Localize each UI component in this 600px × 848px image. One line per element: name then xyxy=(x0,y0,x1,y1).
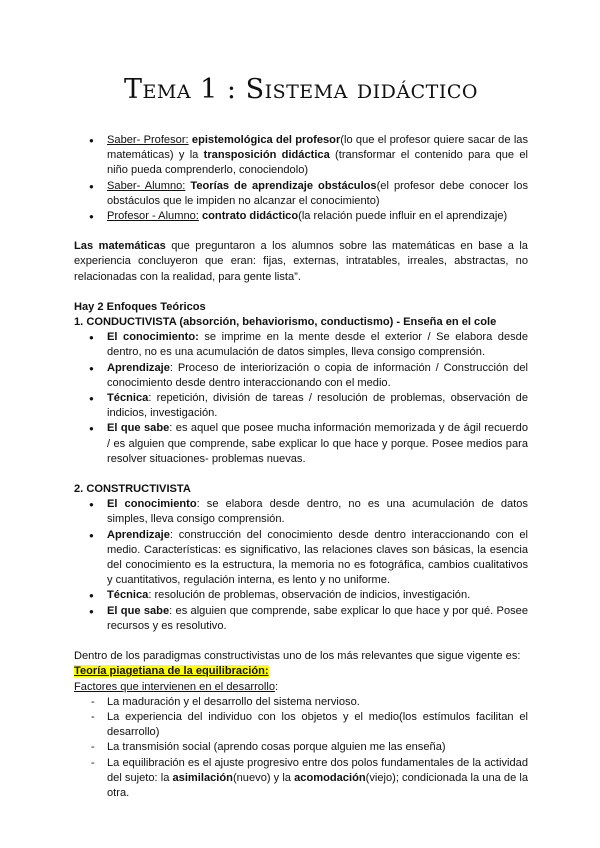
eq-bold: acomodación xyxy=(294,771,366,784)
term: Técnica xyxy=(107,392,149,405)
paradigm-sentence: Dentro de los paradigmas constructivistas uno de los más relevantes que sigue vigente es: xyxy=(74,650,521,663)
paragraph-text: que preguntaron a los alumnos sobre las matemáticas en base a la experiencia concluyeron que eran: fijas, externas, intratables, irreales, abstractas, no relacionadas con la realidad, para gente lista”. xyxy=(74,240,528,283)
list-item xyxy=(74,361,528,391)
term-text: : es aquel que posee mucha información memorizada y de ágil recuerdo / es alguien que comprende, sabe explicar lo que hace y porque. Posee medios para resolver situaciones- problemas nuevas. xyxy=(107,422,529,465)
list-item xyxy=(74,756,528,802)
bullet-text: (el profesor debe conocer los obstáculos que le impiden no alcanzar el conocimiento) xyxy=(107,179,528,207)
list-item xyxy=(74,179,528,209)
list-item: - La transmisión social (aprendo cosas porque alguien me las enseña) xyxy=(74,740,528,755)
constructivista-heading: 2. CONSTRUCTIVISTA xyxy=(74,483,191,496)
page-title: Tema 1 : Sistema didáctico xyxy=(124,74,478,105)
list-item xyxy=(74,209,528,224)
enfoques-heading: Hay 2 Enfoques Teóricos xyxy=(74,300,206,313)
term: El que sabe xyxy=(107,604,170,617)
intro-bullet-list xyxy=(74,133,528,224)
bullet-text: (la relación puede influir en el aprendizaje) xyxy=(298,210,508,223)
list-item xyxy=(74,391,528,421)
term: Aprendizaje xyxy=(107,528,170,541)
bullet-bold: transposición didáctica xyxy=(203,149,330,162)
document-page: Tema 1 : Sistema didáctico ● Saber- Profesor: epistemológica del profesor(lo que el profesor quiere sacar de las matemáticas) y la transposición didáctica (transformar el contenido para que el niño pueda comprenderlo, conociendolo) ● Saber- Alumno: Teorías de aprendizaje obstáculos(el profesor debe conocer los obstáculos que le impiden no alcanzar el conocimiento) ● Profesor - Alumno: contrato didáctico(la relación puede influir en el aprendizaje) Las matemáticas que preguntaron a los alumnos sobre las matemáticas en base a la experiencia concluyeron que eran: fijas, externas, intratables, irreales, abstractas, no relacionadas con la realidad, para gente lista”. Hay 2 Enfoques Teóricos 1. CONDUCTIVISTA (absorción, behaviorismo, conductismo) - Enseña en el cole ● El conocimiento: se imprime en la mente desde el exterior / Se elabora desde dentro, no es una acumulación de datos simples, lleva consigo comprensión. ● Aprendizaje: Proceso de interiorización o copia de información / Construcción del conocimiento desde dentro interaccionando con el medio. ● Técnica: repetición, división de tareas / resolución de problemas, observación de indicios, investigación. ● El que sabe: es aquel que posee mucha información memorizada y de ágil recuerdo / es alguien que comprende, sabe explicar lo que hace y porque. Posee medios para resolver situaciones- problemas nuevas. 2. CONSTRUCTIVISTA ● El conocimiento: se elabora desde dentro, no es una acumulación de datos simples, lleva consigo comprensión. ● Aprendizaje: construcción del conocimiento desde dentro interaccionando con el medio. Características: es significativo, las relaciones claves son básicas, la esencia del conocimiento es la estructura, la memoria no es fotográfica, cambios cualitativos y cuantitativos, regulación interna, es lento y no uniforme. ● Técnica: resolución de problemas, observación de indicios, investigación. ● El que sabe: es alguien que comprende, sabe explicar lo que hace y por qué. Posee recursos y es resolutivo. Dentro de los paradigmas constructivistas uno de los más relevantes que sigue vigente es: Teoría piagetiana de la equilibración: Factores que intervienen en el desarrollo: - La maduración y el desarrollo del sistema nervioso. - La experiencia del individuo con los objetos y el medio(los estímulos facilitan el desarrollo) - La transmisión social (aprendo cosas porque alguien me las enseña) - La equilibración es el ajuste progresivo entre dos polos fundamentales de la actividad del sujeto: la asimilación(nuevo) y la acomodación(viejo); condicionada la una de la otra. xyxy=(0,0,600,848)
mat-paragraph xyxy=(74,239,528,285)
list-item xyxy=(74,528,528,589)
term-text: : es alguien que comprende, sabe explicar lo que hace y por qué. Posee recursos y es resolutivo. xyxy=(107,604,528,632)
list-item xyxy=(74,604,528,634)
term-text: : se elabora desde dentro, no es una acumulación de datos simples, lleva consigo comprensión. xyxy=(107,498,528,526)
bullet-bold: contrato didáctico xyxy=(201,210,299,223)
list-item xyxy=(74,421,528,467)
term-text: : repetición, división de tareas / resolución de problemas, observación de indicios, investigación. xyxy=(107,392,528,420)
bullet-bold: epistemológica del profesor xyxy=(191,134,341,146)
factores-list xyxy=(74,695,528,801)
term: El conocimiento: xyxy=(107,331,199,344)
factores-heading: Factores que intervienen en el desarrollo xyxy=(74,680,276,693)
bullet-lead: Saber- Profesor: xyxy=(107,134,189,146)
term: El conocimiento xyxy=(107,498,197,511)
term-text: se imprime en la mente desde el exterior / Se elabora desde dentro, no es una acumulación de datos simples, lleva consigo comprensión. xyxy=(107,331,529,359)
piaget-heading: Teoría piagetiana de la equilibración: xyxy=(74,665,269,678)
list-item: - La maduración y el desarrollo del sistema nervioso. xyxy=(74,695,528,710)
term-text: : construcción del conocimiento desde dentro interaccionando con el medio. Características: es significativo, las relaciones claves son básicas, la esencia del conocimiento es la estructura, la memoria no es fotográfica, cambios cualitativos y cuantitativos, regulación interna, es lento y no uniforme. xyxy=(107,528,528,587)
list-item xyxy=(74,330,528,360)
constructivista-list xyxy=(74,497,528,634)
eq-bold: asimilación xyxy=(172,771,233,784)
conductivista-heading: 1. CONDUCTIVISTA (absorción, behaviorismo, conductismo) - Enseña en el cole xyxy=(74,316,497,329)
eq-text: (viejo); condicionada la una de la otra. xyxy=(107,771,529,799)
bullet-text: (transformar el contenido para que el niño pueda comprenderlo, conociendolo) xyxy=(107,149,529,177)
term: Aprendizaje xyxy=(107,361,170,374)
bold-text: Las matemáticas xyxy=(74,240,166,253)
conductivista-list xyxy=(74,330,528,467)
bullet-bold: Teorías de aprendizaje obstáculos xyxy=(190,179,377,192)
bullet-lead: Saber- Alumno: xyxy=(107,179,186,192)
list-item xyxy=(74,497,528,527)
term: El que sabe xyxy=(107,422,170,435)
eq-text: (nuevo) y la xyxy=(232,771,295,784)
eq-text: La equilibración es el ajuste progresivo entre dos polos fundamentales de la actividad del sujeto: la xyxy=(107,756,528,784)
list-item xyxy=(74,133,528,179)
term-text: : Proceso de interiorización o copia de información / Construcción del conocimiento desde dentro interaccionando con el medio. xyxy=(107,361,528,389)
term-text: : resolución de problemas, observación de indicios, investigación. xyxy=(148,589,471,602)
bullet-lead: Profesor - Alumno: xyxy=(107,210,199,223)
list-item: - La experiencia del individuo con los objetos y el medio(los estímulos facilitan el desarrollo) xyxy=(74,710,528,740)
term: Técnica xyxy=(107,589,149,602)
list-item xyxy=(74,588,528,603)
bullet-text: (lo que el profesor quiere sacar de las matemáticas) y la xyxy=(107,134,528,162)
